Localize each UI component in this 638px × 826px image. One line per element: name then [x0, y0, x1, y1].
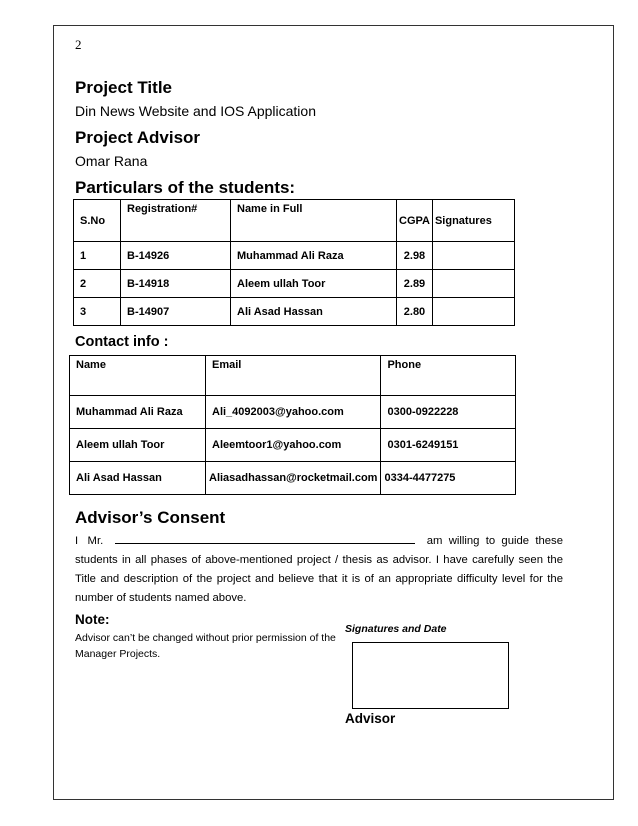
table-row: [70, 462, 516, 495]
col-name: Name in Full: [231, 200, 397, 242]
col-email: Email: [206, 356, 381, 396]
cell: 0301-6249151: [381, 429, 516, 462]
col-cgpa: CGPA: [397, 200, 433, 242]
table-header-row: [70, 356, 516, 396]
cell: Aleem ullah Toor: [231, 270, 397, 298]
signature-cell: [432, 270, 514, 298]
advisor-name-blank[interactable]: [115, 532, 415, 544]
note-heading: Note:: [75, 612, 110, 627]
advisor-label: Advisor: [345, 711, 396, 726]
project-title-value: Din News Website and IOS Application: [75, 103, 316, 119]
signature-cell: [432, 298, 514, 326]
cell: 0300-0922228: [381, 396, 516, 429]
table-header-row: [74, 200, 515, 242]
cell: 3: [74, 298, 121, 326]
consent-heading: Advisor’s Consent: [75, 508, 226, 527]
page-number: 2: [75, 37, 82, 52]
cell: Muhammad Ali Raza: [70, 396, 206, 429]
signature-box[interactable]: [352, 642, 509, 709]
table-row: [70, 429, 516, 462]
cell: 2.80: [397, 298, 433, 326]
cell: 2: [74, 270, 121, 298]
cell: Ali_4092003@yahoo.com: [206, 396, 381, 429]
cell: Aliasadhassan@rocketmail.com: [206, 462, 381, 495]
col-registration: Registration#: [121, 200, 231, 242]
cell: B-14907: [121, 298, 231, 326]
table-row: [74, 242, 515, 270]
cell: Ali Asad Hassan: [70, 462, 206, 495]
cell: 2.89: [397, 270, 433, 298]
consent-suffix: am willing to guide these: [426, 535, 563, 547]
cell: 1: [74, 242, 121, 270]
consent-body: students in all phases of above-mentioned project / thesis as advisor. I have carefully seen the Title and description of the project and believe that it is of an appropriate difficulty level for the number of students named above.: [75, 554, 563, 604]
students-heading: Particulars of the students:: [75, 178, 296, 197]
col-sno: S.No: [74, 200, 121, 242]
table-row: [70, 396, 516, 429]
cell: Aleem ullah Toor: [70, 429, 206, 462]
consent-first-line: [75, 532, 563, 551]
signature-cell: [432, 242, 514, 270]
cell: B-14918: [121, 270, 231, 298]
signature-heading: Signatures and Date: [345, 623, 447, 635]
col-name: Name: [70, 356, 206, 396]
project-title-heading: Project Title: [75, 78, 172, 97]
table-row: [74, 270, 515, 298]
contact-table: [69, 355, 516, 495]
consent-paragraph: [75, 532, 563, 608]
col-signatures: Signatures: [432, 200, 514, 242]
students-table: [73, 199, 515, 326]
cell: 0334-4477275: [381, 462, 516, 495]
table-row: [74, 298, 515, 326]
contact-heading: Contact info :: [75, 334, 169, 350]
cell: B-14926: [121, 242, 231, 270]
project-advisor-value: Omar Rana: [75, 153, 148, 169]
cell: Muhammad Ali Raza: [231, 242, 397, 270]
project-advisor-heading: Project Advisor: [75, 128, 201, 147]
cell: Aleemtoor1@yahoo.com: [206, 429, 381, 462]
cell: Ali Asad Hassan: [231, 298, 397, 326]
col-phone: Phone: [381, 356, 516, 396]
cell: 2.98: [397, 242, 433, 270]
consent-prefix: I Mr.: [75, 535, 104, 547]
note-text: Advisor can’t be changed without prior permission of the Manager Projects.: [75, 632, 336, 660]
